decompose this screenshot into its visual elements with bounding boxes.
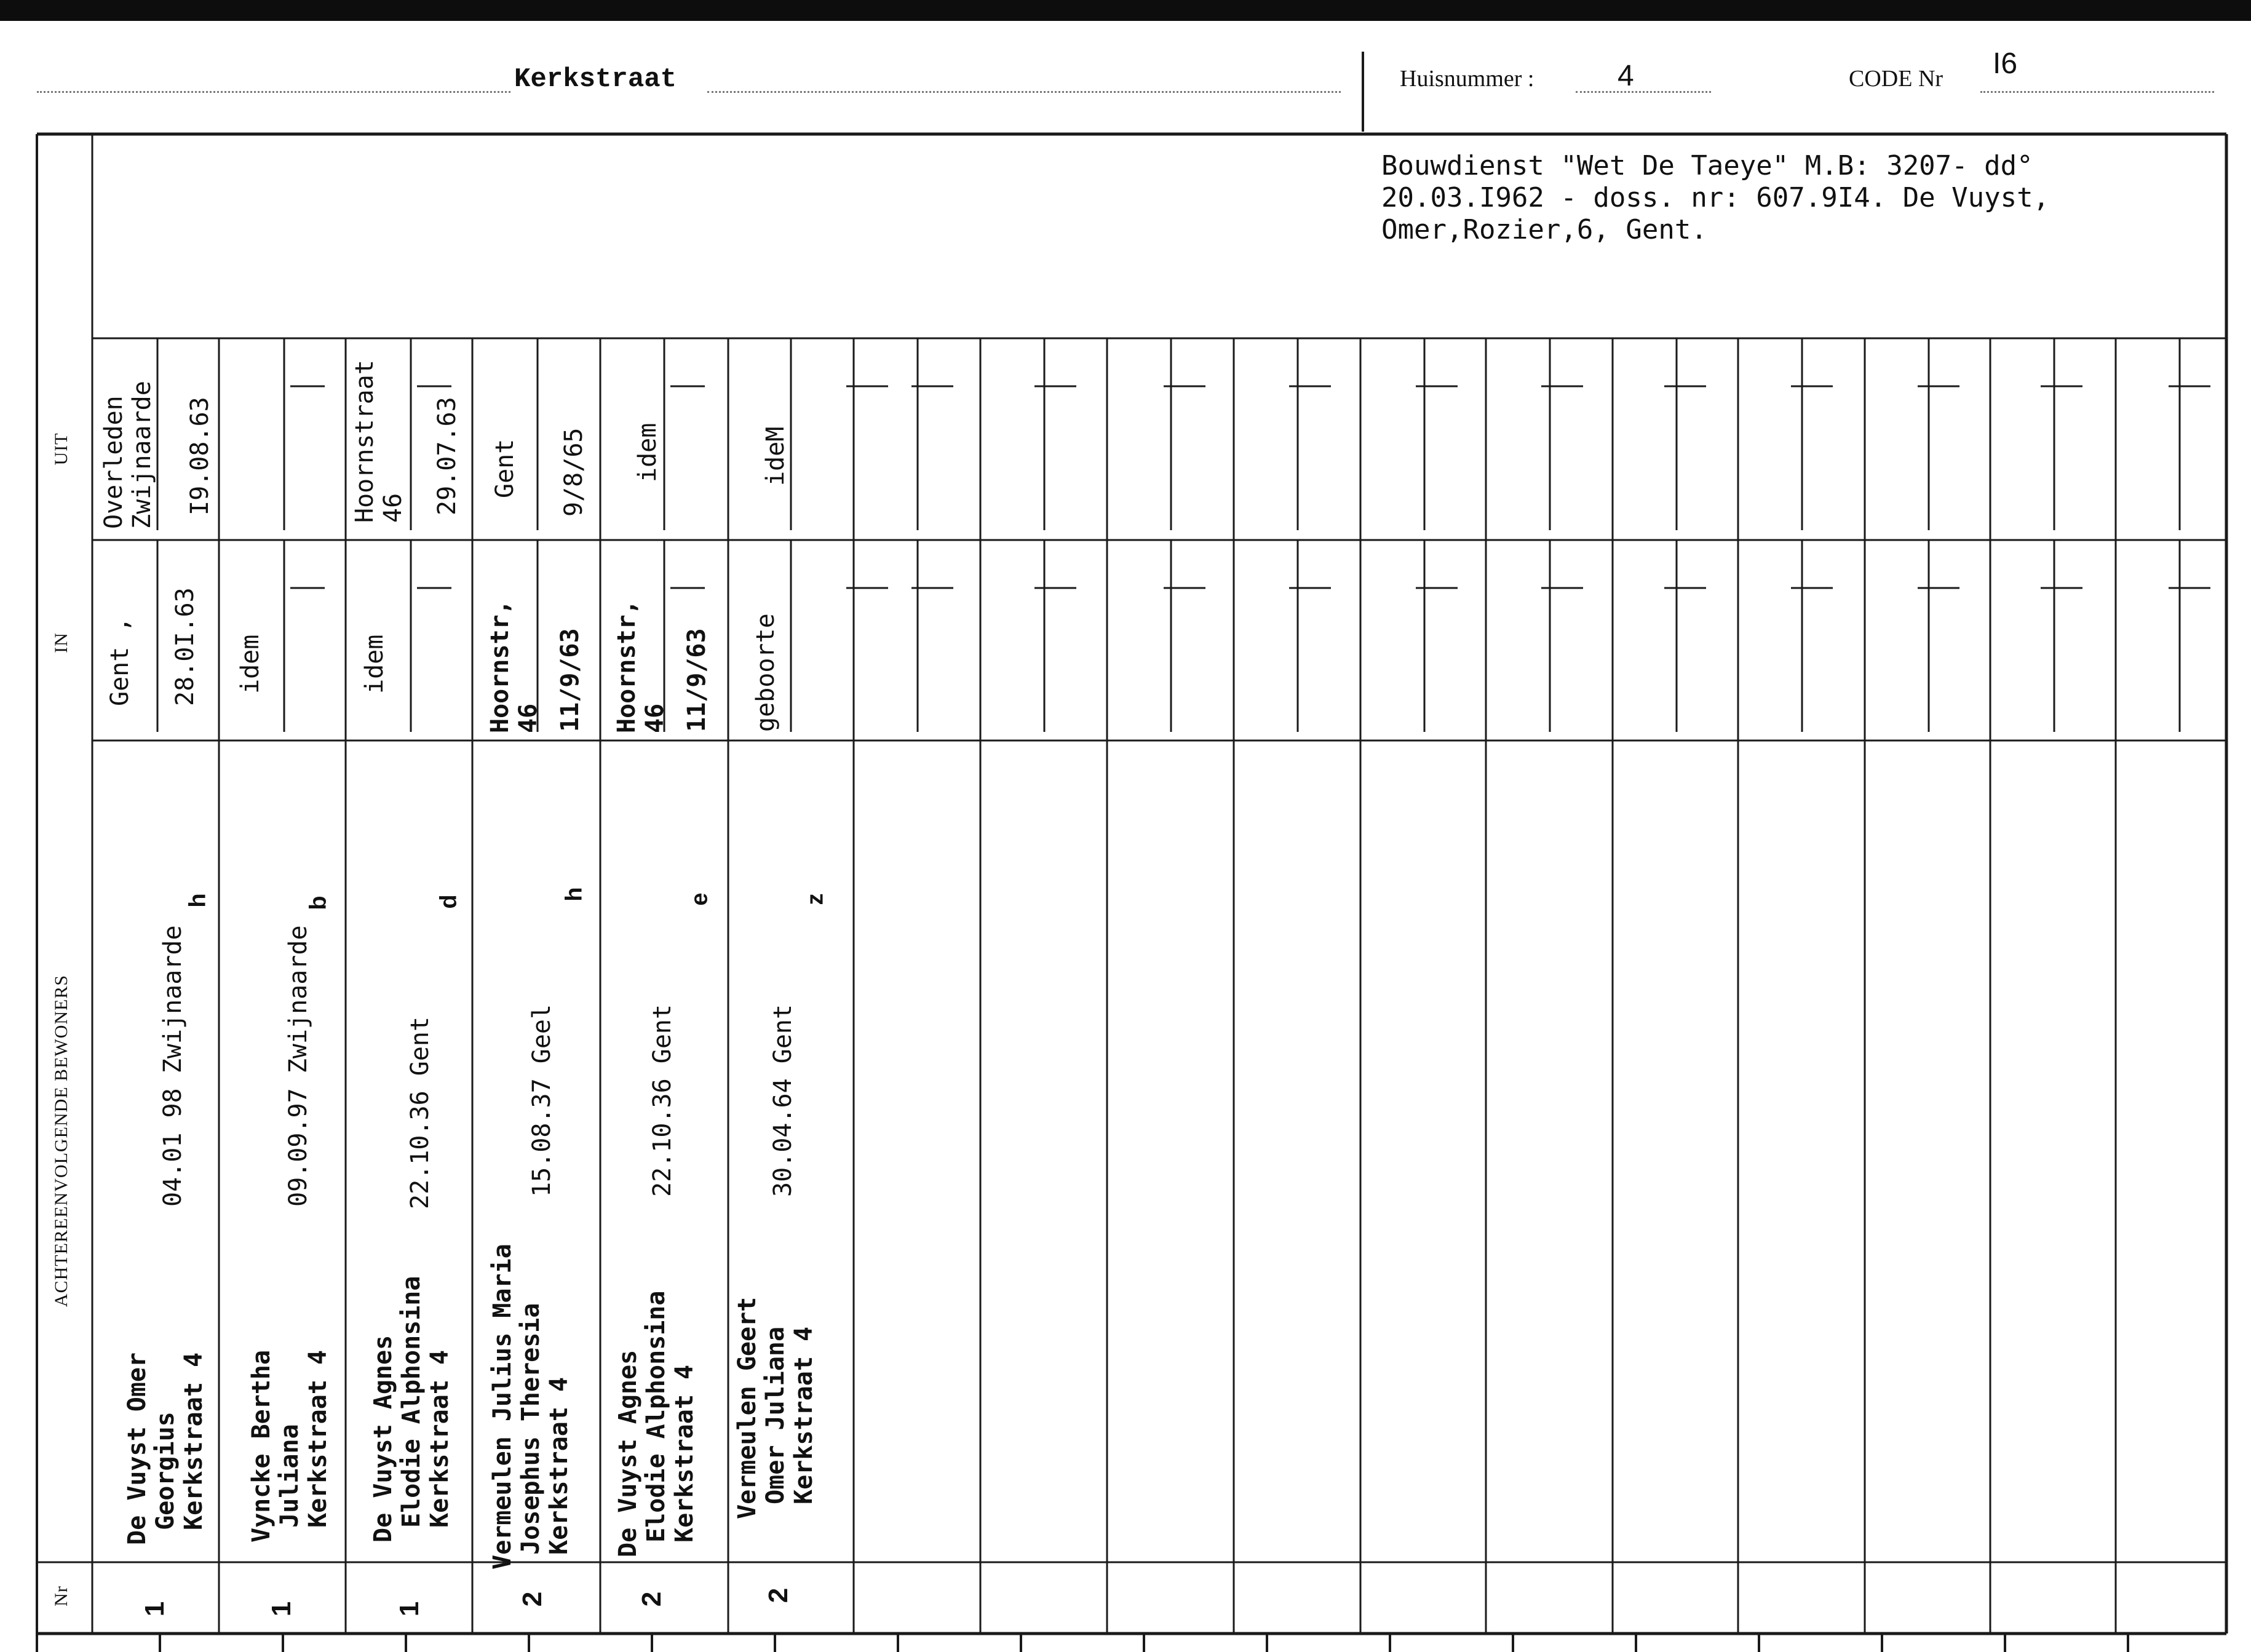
code-value: I6 <box>1993 47 2018 80</box>
code-label: CODE Nr <box>1849 66 1943 92</box>
street-name: Kerkstraat <box>514 64 677 95</box>
huisnummer-label: Huisnummer : <box>1400 66 1534 92</box>
building-service-note: Bouwdienst "Wet De Taeye" M.B: 3207- dd° 20.03.I962 - doss. nr: 607.9I4. De Vuyst, Omer,Rozier,6, Gent. <box>1381 150 2050 245</box>
huisnummer-value: 4 <box>1618 60 1634 92</box>
